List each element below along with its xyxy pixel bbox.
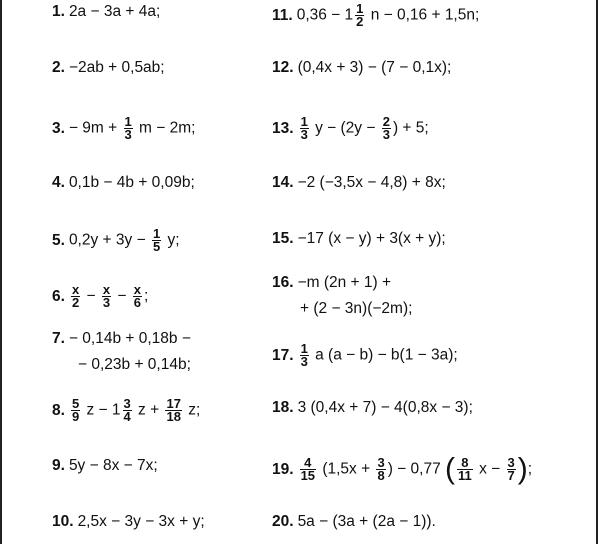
open-paren: ( xyxy=(445,452,456,486)
exercise-17: 17. $\frac{1}{3}$ a (a − b) − b(1 − 3a); xyxy=(272,341,458,369)
exercise-15: 15. −17 (x − y) + 3(x + y); xyxy=(272,230,446,247)
fraction: $\frac{1}{5}$ xyxy=(152,226,161,254)
exercise-13: 13. $\frac{1}{3}$ y − (2y − $\frac{2}{3}$ ) + 5; xyxy=(272,114,429,142)
fraction: $\frac{3}{7}$ xyxy=(507,455,515,483)
close-paren: ) xyxy=(517,452,528,486)
fraction: $\frac{17}{18}$ xyxy=(166,396,181,424)
exercise-12: 12. (0,4x + 3) − (7 − 0,1x); xyxy=(272,59,452,76)
fraction: $\frac{3}{4}$ xyxy=(123,396,131,424)
exercise-18: 18. 3 (0,4x + 7) − 4(0,8x − 3); xyxy=(272,399,473,416)
fraction: $\frac{x}{2}$ xyxy=(71,282,80,310)
fraction: $\frac{2}{3}$ xyxy=(382,114,390,142)
fraction: $\frac{1}{3}$ xyxy=(124,114,132,142)
fraction: $\frac{1}{3}$ xyxy=(300,114,308,142)
fraction: $\frac{x}{3}$ xyxy=(102,282,111,310)
fraction: $\frac{x}{6}$ xyxy=(133,282,141,310)
exercise-11: 11. 0,36 − 1 $\frac{1}{2}$ n − 0,16 + 1,5n; xyxy=(272,1,480,29)
fraction: $\frac{5}{9}$ xyxy=(71,396,80,424)
exercise-8: 8. $\frac{5}{9}$ z − 1 $\frac{3}{4}$ z + $\frac{17}{18}$ z; xyxy=(52,396,201,424)
exercise-19: 19. $\frac{4}{15}$ (1,5x + $\frac{3}{8}$ ) − 0,77 ( $\frac{8}{11}$ x − $\frac{3}{7}$ ); xyxy=(272,452,533,486)
fraction: $\frac{3}{8}$ xyxy=(377,455,385,483)
fraction: $\frac{1}{3}$ xyxy=(300,341,308,369)
fraction: $\frac{4}{15}$ xyxy=(300,455,316,483)
fraction: $\frac{8}{11}$ xyxy=(458,455,472,483)
exercise-1: 1. 2a − 3a + 4a; xyxy=(52,3,161,20)
exercise-7: 7. − 0,14b + 0,18b − xyxy=(52,330,191,347)
exercise-16-line-2: + (2 − 3n)(−2m); xyxy=(300,300,413,317)
exercise-2: 2. −2ab + 0,5ab; xyxy=(52,59,165,76)
exercise-7-line-2: − 0,23b + 0,14b; xyxy=(78,356,191,373)
exercise-14: 14. −2 (−3,5x − 4,8) + 8x; xyxy=(272,174,446,191)
exercise-3: 3. − 9m + $\frac{1}{3}$ m − 2m; xyxy=(52,114,196,142)
exercise-9: 9. 5y − 8x − 7x; xyxy=(52,457,158,474)
exercise-16: 16. −m (2n + 1) + xyxy=(272,274,392,291)
exercise-20: 20. 5a − (3a + (2a − 1)). xyxy=(272,513,436,530)
fraction: $\frac{1}{2}$ xyxy=(356,1,364,29)
exercise-4: 4. 0,1b − 4b + 0,09b; xyxy=(52,174,195,191)
exercise-10: 10. 2,5x − 3y − 3x + y; xyxy=(52,513,205,530)
exercise-6: 6. $\frac{x}{2}$ − $\frac{x}{3}$ − $\frac{x}{6}$ ; xyxy=(52,282,149,310)
exercise-5: 5. 0,2y + 3y − $\frac{1}{5}$ y; xyxy=(52,226,180,254)
